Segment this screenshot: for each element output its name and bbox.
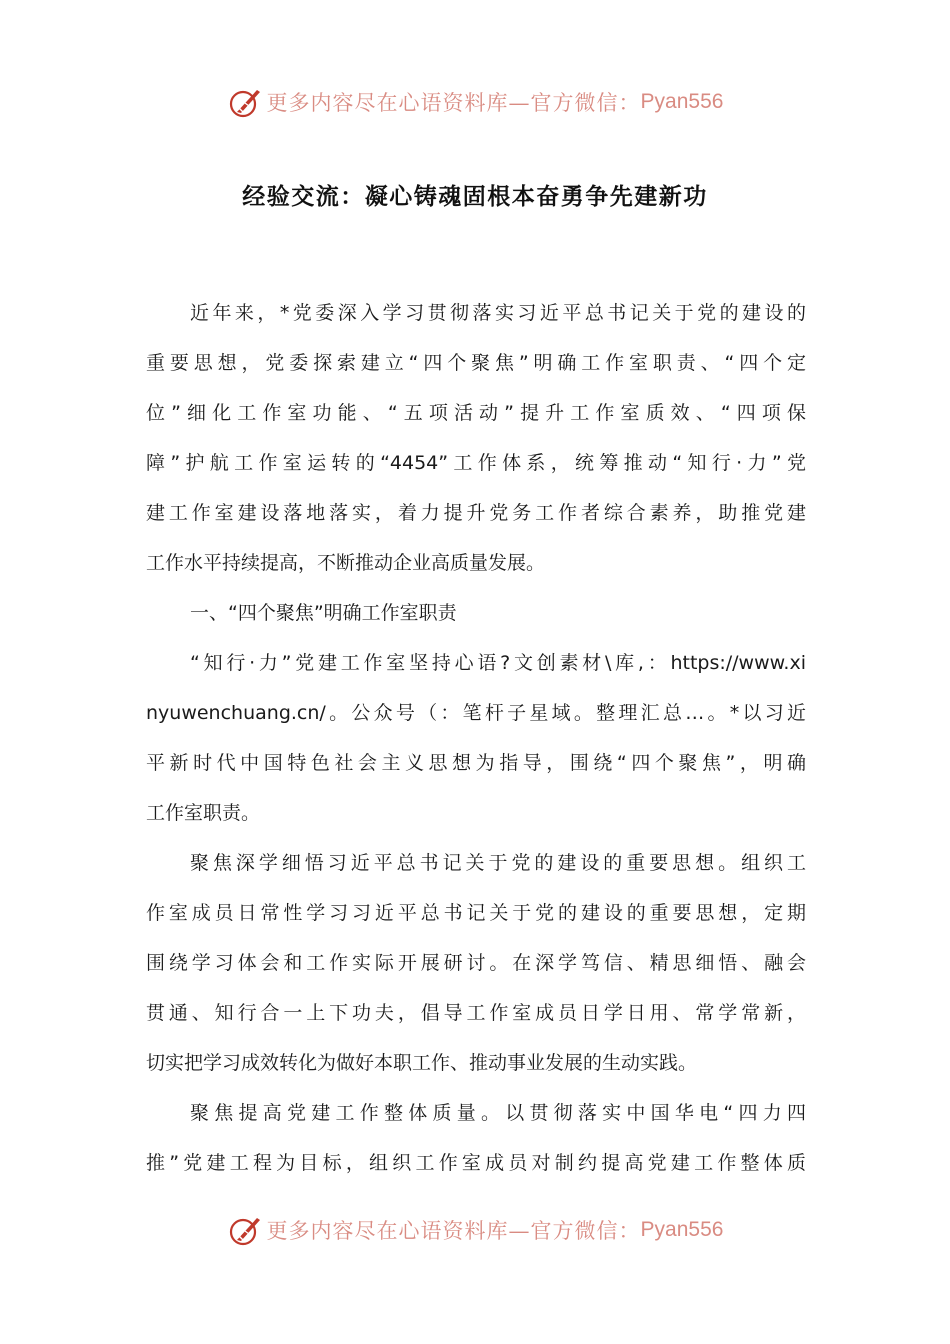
body-line: 聚焦提高党建工作整体质量。以贯彻落实中国华电“四力四 bbox=[190, 1102, 806, 1124]
quill-pen-icon bbox=[227, 84, 263, 120]
body-line: 工作室职责。 bbox=[146, 802, 261, 824]
document-body bbox=[146, 288, 806, 1188]
body-line: 推”党建工程为目标，组织工作室成员对制约提高党建工作整体质 bbox=[146, 1152, 806, 1174]
body-line: 重要思想，党委探索建立“四个聚焦”明确工作室职责、“四个定 bbox=[146, 352, 806, 374]
body-line: 障”护航工作室运转的“4454”工作体系，统筹推动“知行·力”党 bbox=[146, 452, 806, 474]
banner-wechat-handle: Pyan556 bbox=[640, 1218, 724, 1241]
body-line: 位”细化工作室功能、“五项活动”提升工作室质效、“四项保 bbox=[146, 402, 806, 424]
body-line: 围绕学习体会和工作实际开展研讨。在深学笃信、精思细悟、融会 bbox=[146, 952, 806, 974]
body-line: 平新时代中国特色社会主义思想为指导，围绕“四个聚焦”，明确 bbox=[146, 752, 806, 774]
banner-wechat-handle: Pyan556 bbox=[640, 90, 724, 113]
body-line: 切实把学习成效转化为做好本职工作、推动事业发展的生动实践。 bbox=[146, 1052, 698, 1074]
header-banner bbox=[0, 82, 950, 122]
body-line: 近年来，*党委深入学习贯彻落实习近平总书记关于党的建设的 bbox=[190, 302, 806, 324]
body-line: 聚焦深学细悟习近平总书记关于党的建设的重要思想。组织工 bbox=[190, 852, 806, 874]
body-line: 作室成员日常性学习习近平总书记关于党的建设的重要思想，定期 bbox=[146, 902, 806, 924]
document-title: 经验交流：凝心铸魂固根本奋勇争先建新功 bbox=[242, 184, 708, 210]
banner-slogan: 更多内容尽在心语资料库—官方微信： bbox=[266, 1219, 641, 1243]
quill-pen-icon bbox=[227, 1212, 263, 1248]
body-line: nyuwenchuang.cn/。公众号（：笔杆子星域。整理汇总…。*以习近 bbox=[146, 702, 806, 724]
body-line: 建工作室建设落地落实，着力提升党务工作者综合素养，助推党建 bbox=[146, 502, 806, 524]
footer-banner bbox=[0, 1210, 950, 1250]
body-line: 工作水平持续提高，不断推动企业高质量发展。 bbox=[146, 552, 546, 574]
body-line: 贯通、知行合一上下功夫，倡导工作室成员日学日用、常学常新， bbox=[146, 1002, 806, 1024]
banner-slogan: 更多内容尽在心语资料库—官方微信： bbox=[266, 91, 641, 115]
body-line: “知行·力”党建工作室坚持心语?文创素材\库,：https://www.xi bbox=[190, 652, 806, 674]
section-heading: 一、“四个聚焦”明确工作室职责 bbox=[190, 602, 457, 624]
